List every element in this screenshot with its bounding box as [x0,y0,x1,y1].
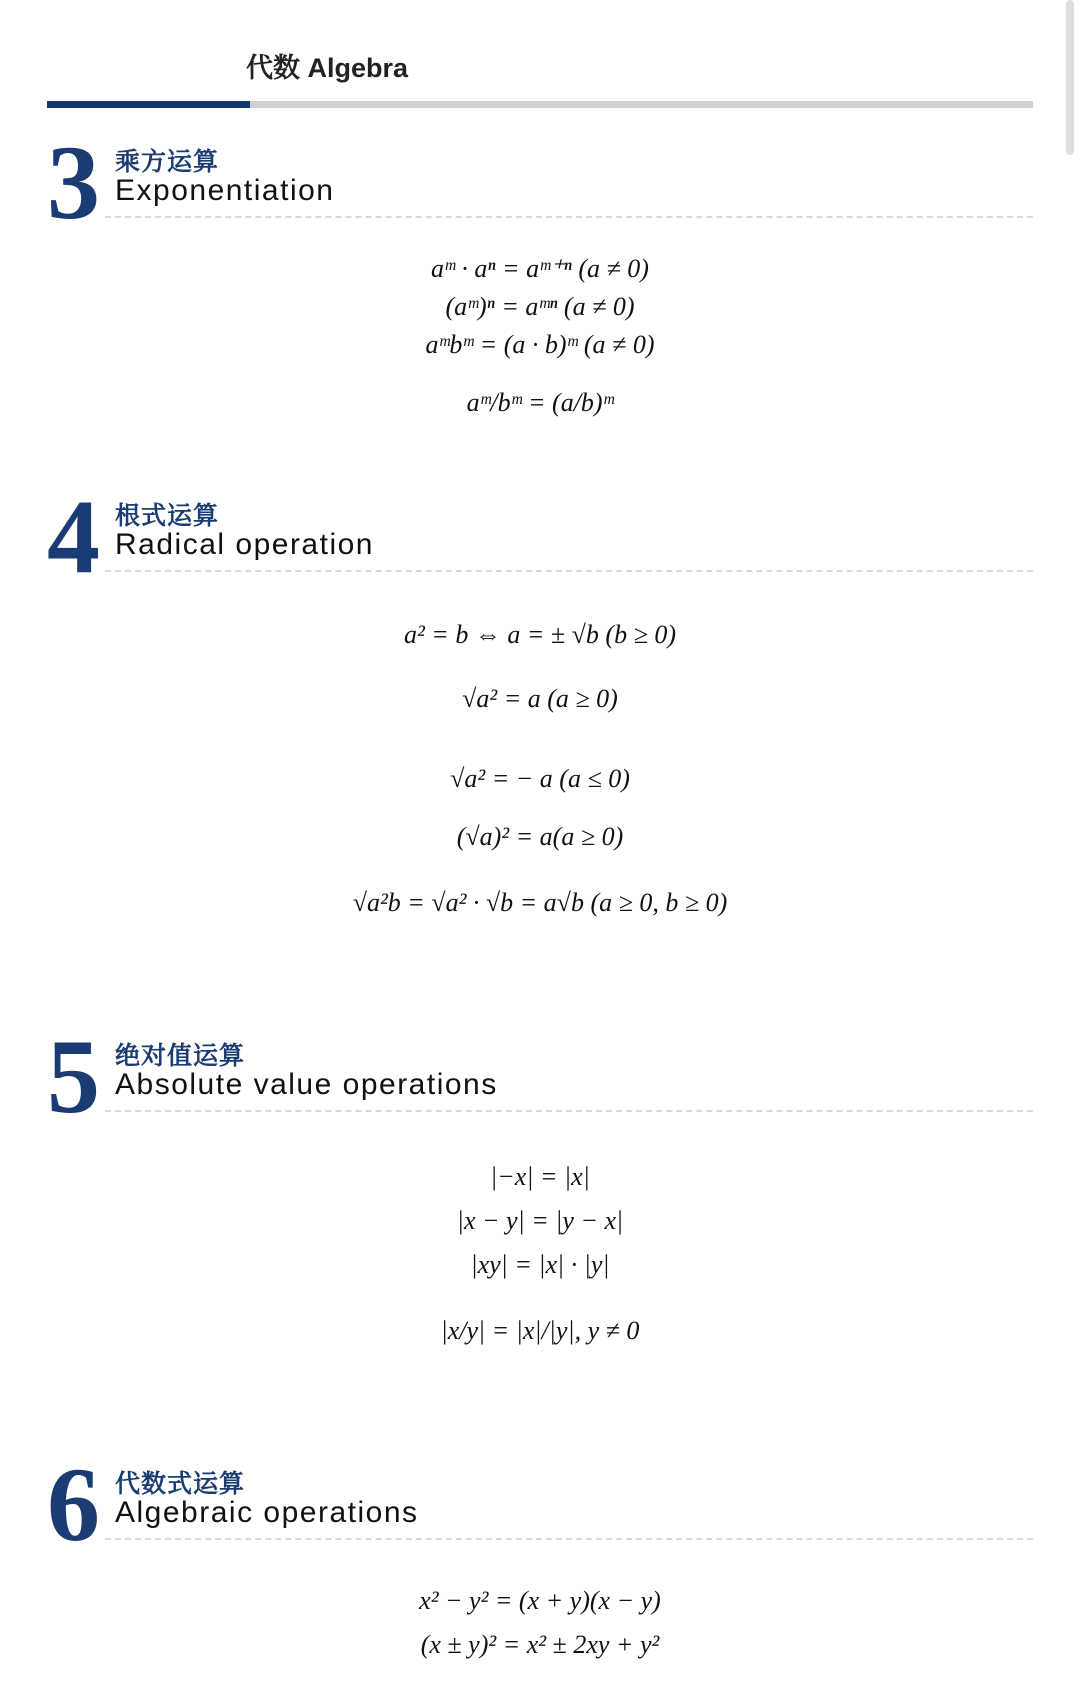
section-number: 3 [47,124,100,241]
section-number: 6 [47,1446,100,1563]
section-title-en: Algebraic operations [115,1496,419,1529]
formula: aᵐ/bᵐ = (a/b)ᵐ [466,388,614,417]
formula: (aᵐ)ⁿ = aᵐⁿ (a ≠ 0) [445,292,635,321]
section-header-algebraic-operations [47,1446,1033,1563]
section-title-zh: 代数式运算 [115,1470,246,1498]
formula: x² − y² = (x + y)(x − y) [419,1586,661,1615]
header-rule-accent [47,101,250,108]
section-title-zh: 绝对值运算 [115,1042,246,1070]
formula: aᵐ · aⁿ = aᵐ⁺ⁿ (a ≠ 0) [431,254,649,283]
section-title-zh: 乘方运算 [115,148,220,176]
section-header-absolute-value [47,1018,1033,1135]
formula: |−x| = |x| [490,1162,590,1191]
formula: |xy| = |x| · |y| [470,1250,610,1279]
page-title: 代数 Algebra [246,53,409,83]
section-title-en: Radical operation [115,528,374,561]
section-number: 5 [47,1018,100,1135]
formula: √a² = − a (a ≤ 0) [450,764,630,793]
section-divider [105,1110,1033,1112]
section-title-zh: 根式运算 [115,502,220,530]
section-divider [105,216,1033,218]
section-title-en: Absolute value operations [115,1068,498,1101]
section-header-exponentiation [47,124,1033,241]
scrollbar[interactable] [1066,0,1074,155]
section-divider [105,570,1033,572]
formula: a² = b ⇔ a = ± √b (b ≥ 0) [403,620,676,649]
formula: √a² = a (a ≥ 0) [462,684,618,713]
formula: (x ± y)² = x² ± 2xy + y² [420,1630,660,1659]
section-number: 4 [47,478,100,595]
formula: (√a)² = a(a ≥ 0) [456,822,624,851]
formula: |x/y| = |x|/|y|, y ≠ 0 [440,1316,640,1345]
formula: |x − y| = |y − x| [456,1206,624,1235]
section-header-radical-operation [47,478,1033,595]
header-rule [47,101,1033,108]
formula: aᵐbᵐ = (a · b)ᵐ (a ≠ 0) [425,330,655,359]
section-divider [105,1538,1033,1540]
formula: √a²b = √a² · √b = a√b (a ≥ 0, b ≥ 0) [352,888,728,917]
section-title-en: Exponentiation [115,174,335,207]
